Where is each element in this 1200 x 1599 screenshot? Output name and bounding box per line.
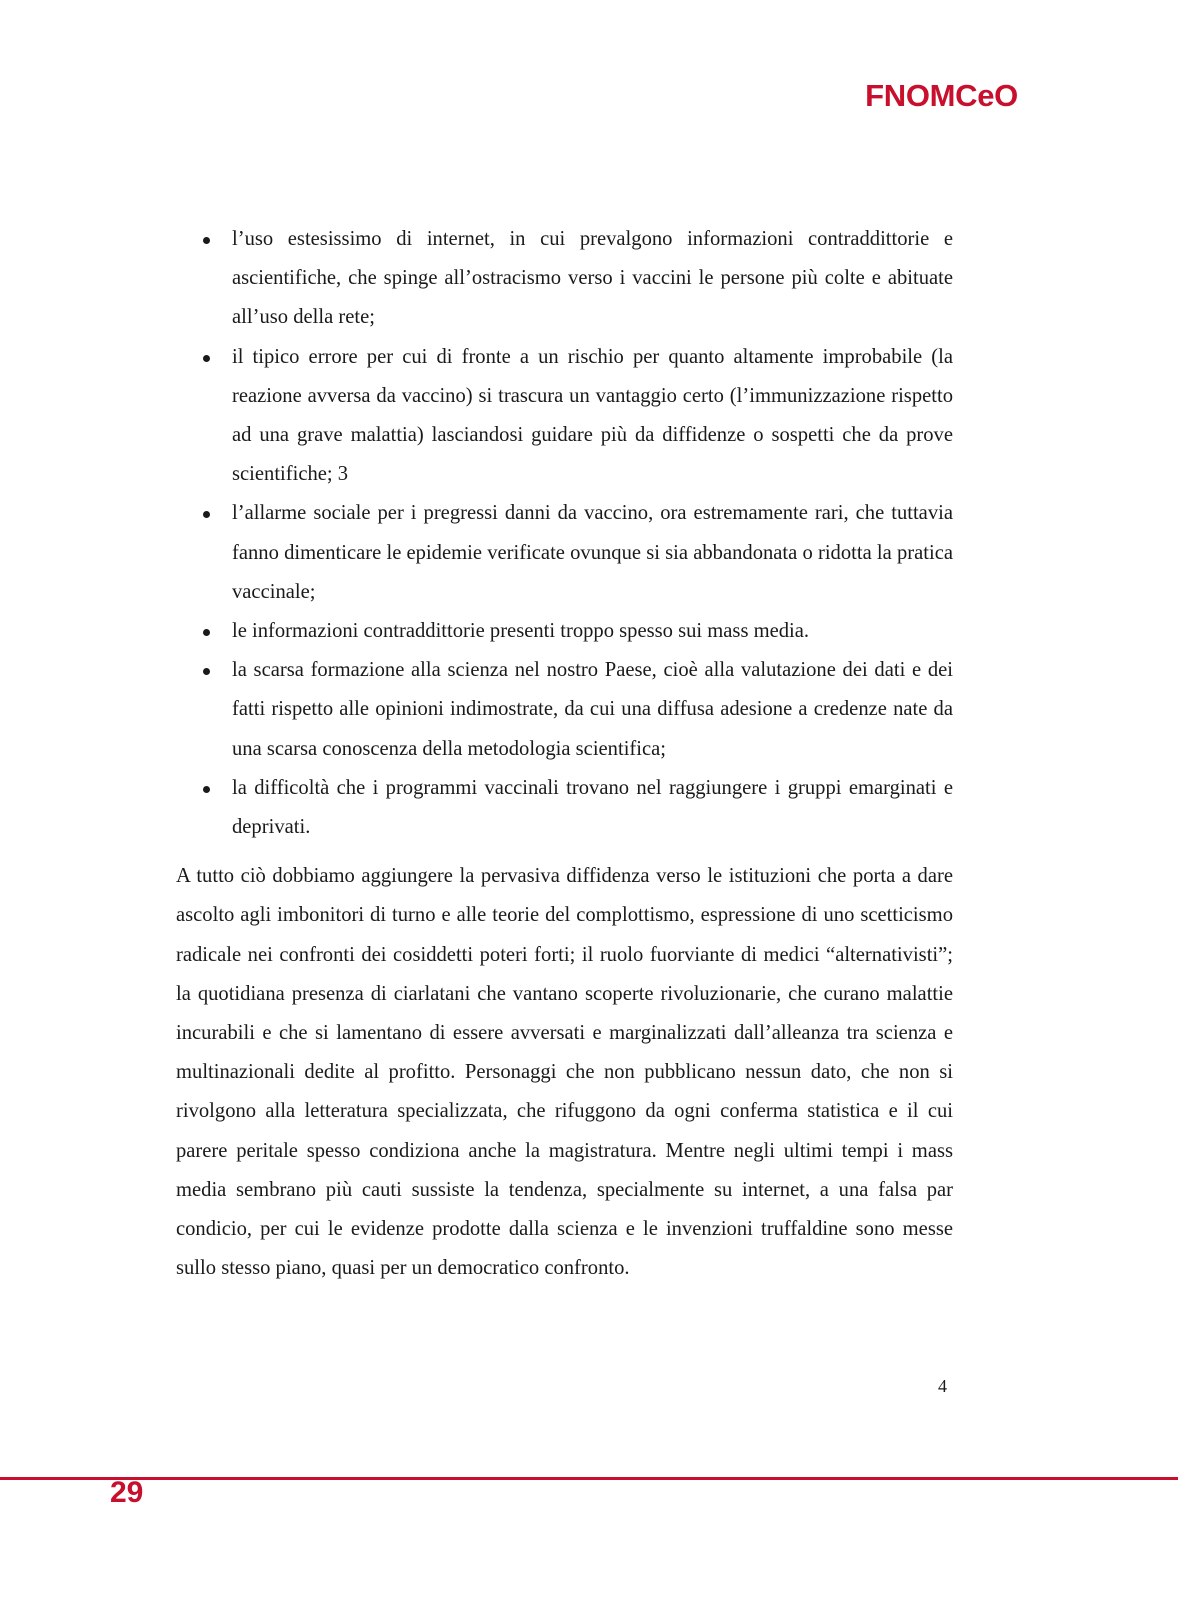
footnote-number: 4 — [938, 1376, 947, 1396]
list-item-text: la difficoltà che i programmi vaccinali trovano nel raggiungere i gruppi emarginati e deprivati. — [232, 776, 953, 839]
list-item — [176, 494, 953, 612]
list-item-text: il tipico errore per cui di fronte a un rischio per quanto altamente improbabile (la reazione avversa da vaccino) si trascura un vantaggio certo (l’immunizzazione rispetto ad una grave malattia) lasciandosi guidare più da diffidenze o sospetti che da prove scientifiche; 3 — [232, 345, 953, 486]
bullet-icon — [203, 629, 210, 636]
bullet-list — [176, 220, 953, 847]
list-item — [176, 612, 953, 651]
list-item-text: l’allarme sociale per i pregressi danni da vaccino, ora estremamente rari, che tuttavia fanno dimenticare le epidemie verificate ovunque si sia abbandonata o ridotta la pratica vaccinale; — [232, 502, 953, 603]
bullet-icon — [203, 355, 210, 362]
bullet-icon — [203, 668, 210, 675]
header-logo: FNOMCeO — [865, 78, 1018, 113]
list-item-text: l’uso estesissimo di internet, in cui prevalgono informazioni contraddittorie e ascientifiche, che spinge all’ostracismo verso i vaccini le persone più colte e abituate all’uso della rete; — [232, 228, 953, 329]
body-paragraph: A tutto ciò dobbiamo aggiungere la pervasiva diffidenza verso le istituzioni che porta a dare ascolto agli imbonitori di turno e alle teorie del complottismo, espressione di uno scetticismo radicale nei confronti dei cosiddetti poteri forti; il ruolo fuorviante di medici “alternativisti”; la quotidiana presenza di ciarlatani che vantano scoperte rivoluzionarie, che curano malattie incurabili e che si lamentano di essere avversati e marginalizzati dall’alleanza tra scienza e multinazionali dedite al profitto. Personaggi che non pubblicano nessun dato, che non si rivolgono alla letteratura specializzata, che rifuggono da ogni conferma statistica e il cui parere peritale spesso condiziona anche la magistratura. Mentre negli ultimi tempi i mass media sembrano più cauti sussiste la tendenza, specialmente su internet, a una falsa par condicio, per cui le evidenze prodotte dalla scienza e le invenzioni truffaldine sono messe sullo stesso piano, quasi per un democratico confronto. — [176, 865, 953, 1280]
list-item — [176, 220, 953, 338]
list-item-text: la scarsa formazione alla scienza nel nostro Paese, cioè alla valutazione dei dati e dei fatti rispetto alle opinioni indimostrate, da cui una diffusa adesione a credenze nate da una scarsa conoscenza della metodologia scientifica; — [232, 659, 953, 760]
bullet-icon — [203, 237, 210, 244]
list-item-text: le informazioni contraddittorie presenti troppo spesso sui mass media. — [232, 620, 810, 643]
list-item — [176, 338, 953, 495]
bullet-icon — [203, 786, 210, 793]
footer-divider — [0, 1477, 1178, 1480]
bullet-icon — [203, 511, 210, 518]
list-item — [176, 769, 953, 847]
page-number: 29 — [110, 1476, 144, 1509]
list-item — [176, 651, 953, 769]
page-content — [176, 220, 953, 1288]
